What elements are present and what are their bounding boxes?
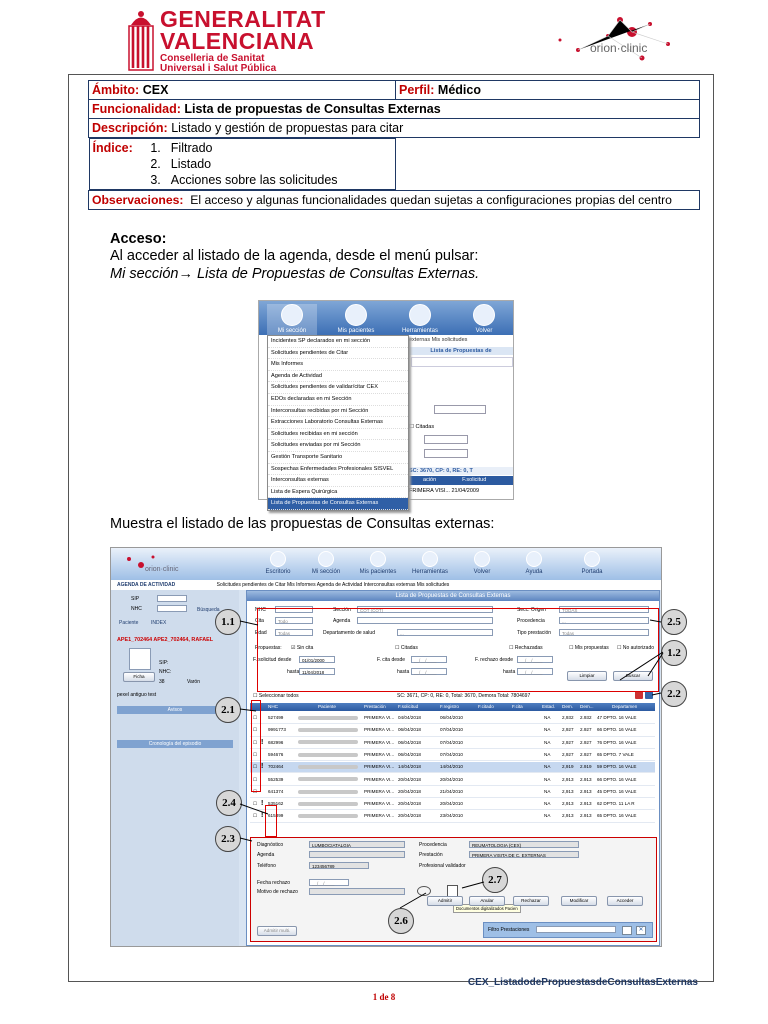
fsol-desde-input[interactable]: 01/01/2000 xyxy=(299,656,335,663)
cell-nhc: 594676 xyxy=(268,751,284,757)
frech-hasta-input[interactable]: __/__/____ xyxy=(517,668,553,675)
cell-demora: 2,913 xyxy=(562,776,574,782)
cell-demora: 2,932 xyxy=(562,715,574,720)
col-estado[interactable]: Estad. xyxy=(542,704,556,709)
cell-departamento: 66 DPTO. 16 VALE xyxy=(597,727,637,733)
col-prestacion[interactable]: Prestación xyxy=(364,704,386,709)
cell-fregistro: 06/04/2010 xyxy=(440,715,463,720)
fsol-desde-label: F. solicitud desde xyxy=(253,657,292,663)
cell-fregistro: 07/04/2010 xyxy=(440,739,463,745)
row-checkbox[interactable]: ☐ xyxy=(253,801,258,807)
indice-item: 1. Filtrado xyxy=(150,141,213,155)
ambito-value: CEX xyxy=(142,83,169,97)
cell-prestacion: PRIMERA VI... xyxy=(364,776,395,782)
filter-cita-select[interactable]: Todo xyxy=(275,617,313,624)
row-checkbox[interactable]: ☐ xyxy=(253,739,258,745)
diag-value: LUMBOCIATALGIA xyxy=(309,841,405,848)
anular-button[interactable]: Anular xyxy=(469,896,505,906)
cell-fsolicitud: 06/04/2018 xyxy=(398,727,421,733)
filter-agenda-label: Agenda xyxy=(333,618,351,624)
frech-desde-input[interactable]: __/__/____ xyxy=(517,656,553,663)
filter-tipo-select[interactable]: Todas xyxy=(559,629,649,636)
indice-item: 2. Listado xyxy=(150,157,212,171)
nav-links[interactable]: externas Mis solicitudes xyxy=(409,337,468,343)
window-title: Lista de Propuestas de Consultas Externas xyxy=(247,591,659,601)
patient-sex: Varón xyxy=(187,679,200,685)
filter-secorigen-label: Secc. Origen xyxy=(517,607,546,613)
row-checkbox[interactable]: ☐ xyxy=(253,788,258,794)
acceder-button[interactable]: Acceder xyxy=(607,896,643,906)
patient-note: pexel antiguo test xyxy=(117,692,157,698)
cell-prestacion: PRIMERA VI... xyxy=(364,715,395,720)
indice-item: 3. Acciones sobre las solicitudes xyxy=(150,173,338,187)
diag-label: Diagnóstico xyxy=(257,842,284,848)
nhc-label: NHC xyxy=(131,606,142,612)
filter-procedencia-select[interactable]: ... xyxy=(559,617,649,624)
col-paciente[interactable]: Paciente xyxy=(318,704,336,709)
frech-desde-label: F. rechazo desde xyxy=(475,657,514,663)
prestacion-value: PRIMERA VISITA DE C. EXTERNAS xyxy=(469,851,579,858)
department-line1: Conselleria de Sanitat xyxy=(160,53,265,64)
col-nhc[interactable]: NHC xyxy=(268,704,278,709)
callout: 1.2 xyxy=(661,640,687,666)
rechazadas-checkbox[interactable]: ☐ Rechazadas xyxy=(509,645,543,651)
menu-item[interactable]: Interconsultas recibidas por mi Sección xyxy=(268,406,408,418)
org-name-line1: GENERALITAT xyxy=(160,6,326,32)
cell-fsolicitud: 06/04/2018 xyxy=(398,739,421,745)
indice-label: Índice: xyxy=(92,141,133,155)
cell-estado: NA xyxy=(544,764,551,770)
sip-label: SIP xyxy=(131,596,140,602)
cell-fsolicitud: 20/04/2018 xyxy=(398,813,421,819)
cell-estado: NA xyxy=(544,715,551,720)
grid-row[interactable]: FRIMERA VISI... 21/04/2009 xyxy=(409,488,480,494)
cell-departamento: 47 DPTO. 16 VALE xyxy=(597,715,637,720)
motivo-rechazo-label: Motivo de rechazo xyxy=(257,889,298,895)
toolbar-volver[interactable]: Volver xyxy=(457,551,507,575)
cell-demora: 2,913 xyxy=(562,801,574,807)
toolbar-escritorio[interactable]: Escritorio xyxy=(253,551,303,575)
toolbar-herramientas[interactable]: Herramientas xyxy=(395,304,445,334)
cell-estado: NA xyxy=(544,751,551,757)
col-fcita[interactable]: F.cita xyxy=(512,704,523,709)
cell-demora2: 2.932 xyxy=(580,715,592,720)
cell-fregistro: 07/04/2010 xyxy=(440,727,463,733)
row-checkbox[interactable]: ☐ xyxy=(253,715,258,720)
cell-departamento: 62 DPTO. 11 LA R xyxy=(597,801,635,807)
toolbar-mis-pacientes[interactable]: Mis pacientes xyxy=(353,551,403,575)
acceso-title: Acceso: xyxy=(110,231,167,247)
callout: 2.2 xyxy=(661,681,687,707)
citadas-checkbox[interactable]: ☐ Citadas xyxy=(409,424,435,430)
cell-fsolicitud: 20/04/2018 xyxy=(398,788,421,794)
menu-item[interactable]: Extracciones Laboratorio Consultas Externas xyxy=(268,417,408,429)
muestra-text: Muestra el listado de las propuestas de Consultas externas: xyxy=(110,516,495,532)
menu-item[interactable]: EDOs declaradas en mi Sección xyxy=(268,394,408,406)
cell-estado: NA xyxy=(544,788,551,794)
cell-estado: NA xyxy=(544,813,551,819)
cell-demora2: 2.913 xyxy=(580,776,592,782)
cell-departamento: 76 DPTO. 16 VALE xyxy=(597,739,637,745)
filter-seccion-label: Sección xyxy=(333,607,351,613)
sincita-checkbox[interactable]: ☑ Sin cita xyxy=(291,645,314,651)
cell-nhc: 9991773 xyxy=(268,727,286,733)
cell-demora2: 2.913 xyxy=(580,801,592,807)
cronologia-header[interactable]: Cronología del episodio xyxy=(117,740,233,748)
menu-item[interactable]: Incidentes SP declarados en mi sección xyxy=(268,336,408,348)
list-title: Lista de Propuestas de xyxy=(409,347,513,355)
prestacion-label: Prestación xyxy=(419,852,443,858)
col-fsolicitud[interactable]: F.solicitud xyxy=(398,704,419,709)
filter-secorigen-input[interactable]: TODAS xyxy=(559,606,649,613)
cell-fregistro: 20/04/2010 xyxy=(440,801,463,807)
cell-demora2: 2.927 xyxy=(580,739,592,745)
cell-prestacion: PRIMERA VI... xyxy=(364,739,395,745)
toolbar-mi-seccion[interactable]: Mi sección xyxy=(301,551,351,575)
funcionalidad-value: Lista de propuestas de Consultas Externas xyxy=(184,102,441,116)
cell-prestacion: PRIMERA VI... xyxy=(364,764,395,770)
cell-demora2: 2.913 xyxy=(580,813,592,819)
observaciones-value: El acceso y algunas funcionalidades quedan sujetas a configuraciones propias del centro xyxy=(190,193,672,207)
cell-demora: 2,913 xyxy=(562,788,574,794)
filter-procedencia-label: Procedencia xyxy=(517,618,545,624)
counts-text: SC: 3671, CP: 0, RE: 0, Total: 3670, Demora Total: 7804697 xyxy=(397,693,531,699)
tab-index[interactable]: INDEX xyxy=(151,620,167,626)
busqueda-link[interactable]: Búsqueda xyxy=(197,607,220,613)
callout: 2.1 xyxy=(215,697,241,723)
citadas-checkbox[interactable]: ☐ Citadas xyxy=(395,645,418,651)
avisos-header[interactable]: Avisos xyxy=(117,706,233,714)
col-demora[interactable]: Dem. xyxy=(562,704,573,709)
menu-item[interactable]: Interconsultas externas xyxy=(268,475,408,487)
alert-icon: ! xyxy=(261,812,264,820)
filtro-label: Filtro Prestaciones xyxy=(488,927,530,933)
cell-demora2: 2.919 xyxy=(580,764,592,770)
cell-prestacion: PRIMERA VI... xyxy=(364,813,395,819)
toolbar-herramientas[interactable]: Herramientas xyxy=(405,551,455,575)
fecha-rechazo-input[interactable]: __/__/____ xyxy=(309,879,349,886)
cell-fregistro: 20/04/2010 xyxy=(440,776,463,782)
acceso-text: Al acceder al listado de la agenda, desde el menú pulsar: xyxy=(110,248,479,264)
alert-icon: ! xyxy=(261,763,264,771)
cell-demora2: 2.913 xyxy=(580,788,592,794)
observaciones-label: Observaciones: xyxy=(92,193,184,207)
counts-text: SC: 3670, CP: 0, RE: 0, T xyxy=(409,467,513,475)
patient-name: APE1_702464 APE2_702464, RAFAEL xyxy=(117,637,213,643)
cell-departamento: 59 DPTO. 16 VALE xyxy=(597,764,637,770)
mis-propuestas-checkbox[interactable]: ☐ Mis propuestas xyxy=(569,645,609,651)
cell-fsolicitud: 06/04/2018 xyxy=(398,751,421,757)
col-fregistro[interactable]: F.registro xyxy=(440,704,459,709)
profesional-label: Profesional validador xyxy=(419,863,466,869)
cell-nhc: 615399 xyxy=(268,813,284,819)
sip-value-label: SIP: xyxy=(159,660,169,666)
rechazar-button[interactable]: Rechazar xyxy=(513,896,549,906)
department-line2: Universal i Salut Pública xyxy=(160,63,277,74)
row-checkbox[interactable]: ☐ xyxy=(253,813,258,819)
nhc-value-label: NHC: xyxy=(159,669,172,675)
toolbar-mis-pacientes[interactable]: Mis pacientes xyxy=(331,304,381,334)
cell-departamento: 66 DPTO. 16 VALE xyxy=(597,776,637,782)
cell-nhc: 641374 xyxy=(268,788,284,794)
agenda-label: Agenda xyxy=(257,852,275,858)
row-checkbox[interactable]: ☐ xyxy=(253,727,258,733)
doc-name: CEX_ListadodePropuestasdeConsultasExternas xyxy=(467,977,698,988)
cell-nhc: 682996 xyxy=(268,739,284,745)
admitir-multi-button[interactable]: Admitir multi. xyxy=(257,926,297,936)
fcita-hasta-input[interactable]: __/__/____ xyxy=(411,668,447,675)
descripcion-value: Listado y gestión de propuestas para citar xyxy=(171,121,404,135)
callout: 2.7 xyxy=(482,867,508,893)
row-checkbox[interactable]: ☐ xyxy=(253,751,258,757)
filter-depto-label: Departamento de salud xyxy=(323,630,375,636)
menu-item[interactable]: Mis Informes xyxy=(268,359,408,371)
ficha-button[interactable]: Ficha xyxy=(123,672,155,682)
frech-hasta-label: hasta xyxy=(503,669,516,675)
cell-estado: NA xyxy=(544,739,551,745)
toolbar-mi-seccion[interactable]: Mi sección xyxy=(267,304,317,335)
select-all-checkbox[interactable]: ☐ Seleccionar todos xyxy=(253,693,299,699)
orion-clinic-text: orion·clinic xyxy=(590,41,648,55)
cell-fregistro: 23/04/2010 xyxy=(440,813,463,819)
menu-item[interactable]: Solicitudes enviadas por mi Sección xyxy=(268,440,408,452)
filter-cita-label: Cita xyxy=(255,618,264,624)
callout: 2.4 xyxy=(216,790,242,816)
cell-departamento: 65 DPTO. 7 VALE xyxy=(597,751,634,757)
descripcion-label: Descripción: xyxy=(92,121,168,135)
toolbar-portada[interactable]: Portada xyxy=(567,551,617,575)
cell-estado: NA xyxy=(544,776,551,782)
cell-nhc: 527499 xyxy=(268,715,284,720)
grid-header: ación F.solicitud xyxy=(409,476,513,485)
telefono-label: Teléfono xyxy=(257,863,276,869)
cell-fsolicitud: 04/04/2018 xyxy=(398,715,421,720)
filter-nhc-label: NHC xyxy=(255,607,266,613)
modificar-button[interactable]: Modificar xyxy=(561,896,597,906)
close-icon[interactable]: ✕ xyxy=(636,926,646,935)
cell-fregistro: 14/04/2010 xyxy=(440,764,463,770)
cell-demora: 2,927 xyxy=(562,739,574,745)
col-demora2[interactable]: Dem... xyxy=(580,704,594,709)
alert-icon: ! xyxy=(261,800,264,808)
fsol-hasta-label: hasta xyxy=(287,669,300,675)
menu-item[interactable]: Agenda de Actividad xyxy=(268,371,408,383)
cell-nhc: 552539 xyxy=(268,776,284,782)
cell-demora: 2,919 xyxy=(562,764,574,770)
menu-item-lista-propuestas[interactable]: Lista de Propuestas de Consultas Externas xyxy=(268,498,408,510)
tab-paciente[interactable]: Paciente xyxy=(119,620,139,626)
cell-fregistro: 21/04/2010 xyxy=(440,788,463,794)
cell-demora: 2,927 xyxy=(562,727,574,733)
svg-text:orion·clinic: orion·clinic xyxy=(145,566,179,573)
procedencia-value: REUMATOLOGIA (CEX) xyxy=(469,841,579,848)
cell-prestacion: PRIMERA VI... xyxy=(364,801,395,807)
propuestas-label: Propuestas: xyxy=(255,645,282,651)
menu-item[interactable]: Sospechas Enfermedades Profesionales SISVEL xyxy=(268,464,408,476)
perfil-value: Médico xyxy=(437,83,481,97)
row-checkbox[interactable]: ☐ xyxy=(253,764,258,770)
cell-demora: 2,913 xyxy=(562,813,574,819)
cell-demora: 2,927 xyxy=(562,751,574,757)
cell-prestacion: PRIMERA VI... xyxy=(364,727,395,733)
menu-item[interactable]: Gestión Transporte Sanitario xyxy=(268,452,408,464)
menu-item[interactable]: Lista de Espera Quirúrgica xyxy=(268,487,408,499)
limpiar-button[interactable]: Limpiar xyxy=(567,671,607,681)
cell-prestacion: PRIMERA VI... xyxy=(364,751,395,757)
cell-prestacion: PRIMERA VI... xyxy=(364,788,395,794)
funcionalidad-label: Funcionalidad: xyxy=(92,102,181,116)
filter-edad-select[interactable]: Todas xyxy=(275,629,313,636)
fcita-hasta-label: hasta xyxy=(397,669,410,675)
filter-tipo-label: Tipo prestación xyxy=(517,630,551,636)
cell-demora2: 2.927 xyxy=(580,751,592,757)
callout: 2.6 xyxy=(388,908,414,934)
menu-item[interactable]: Solicitudes pendientes de validar/citar CEX xyxy=(268,382,408,394)
no-autorizado-checkbox[interactable]: ☐ No autorizado xyxy=(617,645,655,651)
buscar-button[interactable]: Buscar xyxy=(613,671,653,681)
agenda-label: AGENDA DE ACTIVIDAD xyxy=(117,582,176,588)
toolbar-volver[interactable]: Volver xyxy=(459,304,509,334)
col-fcitado[interactable]: F.citado xyxy=(478,704,494,709)
acceso-path: Mi sección→ Lista de Propuestas de Consultas Externas. xyxy=(110,266,480,282)
filter-edad-label: Edad xyxy=(255,630,267,636)
row-checkbox[interactable]: ☐ xyxy=(253,776,258,782)
admitir-button[interactable]: Admitir xyxy=(427,896,463,906)
menu-item[interactable]: Solicitudes pendientes de Citar xyxy=(268,348,408,360)
cell-fsolicitud: 20/04/2018 xyxy=(398,801,421,807)
cell-fregistro: 07/04/2010 xyxy=(440,751,463,757)
callout: 1.1 xyxy=(215,609,241,635)
cell-fsolicitud: 20/04/2018 xyxy=(398,776,421,782)
cell-nhc: 702464 xyxy=(268,764,284,770)
fsol-hasta-input[interactable]: 11/04/2018 xyxy=(299,668,335,675)
perfil-label: Perfil: xyxy=(399,83,435,97)
ambito-label: Ámbito: xyxy=(92,83,140,97)
page-number: 1 de 8 xyxy=(372,992,396,1002)
callout: 2.5 xyxy=(661,609,687,635)
cell-departamento: 65 DPTO. 16 VALE xyxy=(597,813,637,819)
cell-estado: NA xyxy=(544,727,551,733)
callout: 2.3 xyxy=(215,826,241,852)
fcita-desde-label: F. cita desde xyxy=(377,657,406,663)
cell-departamento: 45 DPTO. 16 VALE xyxy=(597,788,637,794)
fcita-desde-input[interactable]: __/__/____ xyxy=(411,656,447,663)
cell-demora2: 2.927 xyxy=(580,727,592,733)
patient-age: 38 xyxy=(159,679,165,685)
cell-estado: NA xyxy=(544,801,551,807)
filter-seccion-input[interactable]: COT (COT) xyxy=(357,606,493,613)
cell-nhc: 535162 xyxy=(268,801,284,807)
menu-item[interactable]: Solicitudes recibidas en mi sección xyxy=(268,429,408,441)
documentos-tooltip: Documentos digitalizados Pacien xyxy=(453,904,521,913)
alert-icon: ! xyxy=(261,738,264,746)
procedencia-label: Procedencia xyxy=(419,842,447,848)
toolbar-ayuda[interactable]: Ayuda xyxy=(509,551,559,575)
cell-fsolicitud: 14/04/2018 xyxy=(398,764,421,770)
filter-depto-select[interactable]: ... xyxy=(397,629,493,636)
nav-links[interactable]: Solicitudes pendientes de Citar Mis Informes Agenda de Actividad Interconsultas externas Mis solicitudes xyxy=(216,582,450,588)
telefono-value: 123456789 xyxy=(309,862,369,869)
col-departamento[interactable]: Departamen xyxy=(612,704,638,709)
org-name-line2: VALENCIANA xyxy=(160,28,315,54)
fecha-rechazo-label: Fecha rechazo xyxy=(257,880,291,886)
